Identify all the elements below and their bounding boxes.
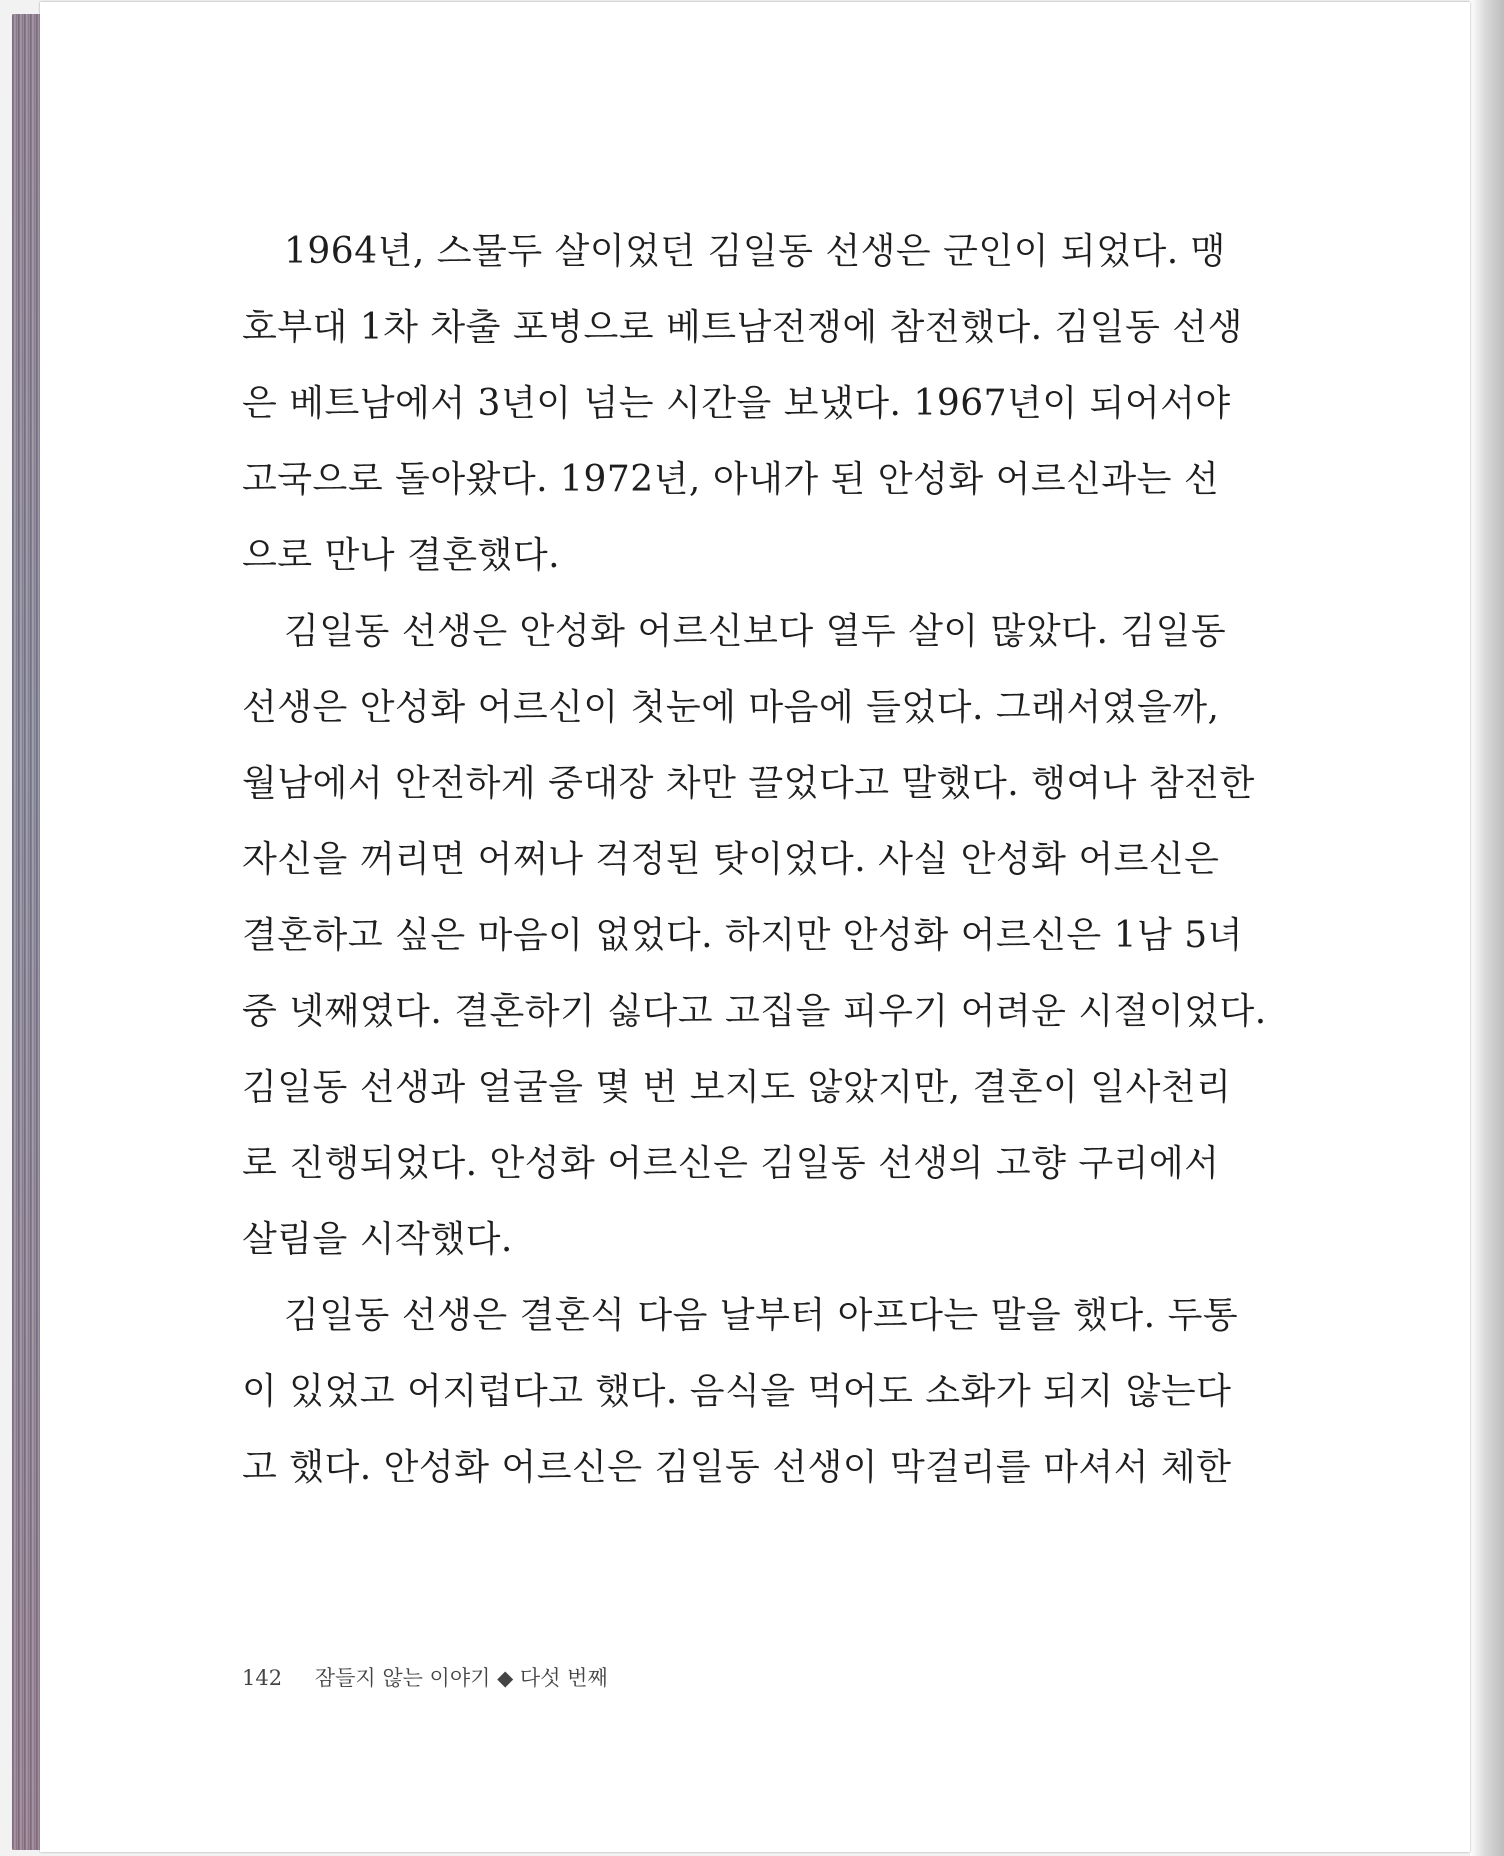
text-line: 선생은 안성화 어르신이 첫눈에 마음에 들었다. 그래서였을까,: [242, 687, 1220, 728]
text-line: 고국으로 돌아왔다. 1972년, 아내가 된 안성화 어르신과는 선: [242, 459, 1220, 500]
text-line: 김일동 선생은 안성화 어르신보다 열두 살이 많았다. 김일동: [284, 611, 1227, 652]
text-line: 자신을 꺼리면 어쩌나 걱정된 탓이었다. 사실 안성화 어르신은: [242, 839, 1220, 880]
page-footer: [242, 1662, 608, 1692]
text-line: 호부대 1차 차출 포병으로 베트남전쟁에 참전했다. 김일동 선생: [242, 307, 1243, 348]
book-page: [40, 2, 1470, 1852]
text-line: 이 있었고 어지럽다고 했다. 음식을 먹어도 소화가 되지 않는다: [242, 1371, 1232, 1412]
text-line: 고 했다. 안성화 어르신은 김일동 선생이 막걸리를 마셔서 체한: [242, 1447, 1232, 1488]
running-title: 잠들지 않는 이야기 ◆ 다섯 번째: [314, 1666, 608, 1690]
text-line: 1964년, 스물두 살이었던 김일동 선생은 군인이 되었다. 맹: [284, 231, 1226, 272]
text-line: 월남에서 안전하게 중대장 차만 끌었다고 말했다. 행여나 참전한: [242, 763, 1255, 804]
text-line: 로 진행되었다. 안성화 어르신은 김일동 선생의 고향 구리에서: [242, 1143, 1220, 1184]
text-line: 김일동 선생은 결혼식 다음 날부터 아프다는 말을 했다. 두통: [284, 1295, 1239, 1336]
text-line: 은 베트남에서 3년이 넘는 시간을 보냈다. 1967년이 되어서야: [242, 383, 1231, 424]
body-text: [242, 224, 1267, 1516]
text-line: 살림을 시작했다.: [242, 1219, 513, 1260]
page-number: 142: [242, 1666, 283, 1690]
text-line: 으로 만나 결혼했다.: [242, 535, 561, 576]
page-shadow: [1470, 0, 1504, 1856]
text-line: 김일동 선생과 얼굴을 몇 번 보지도 않았지만, 결혼이 일사천리: [242, 1067, 1232, 1108]
text-line: 결혼하고 싶은 마음이 없었다. 하지만 안성화 어르신은 1남 5녀: [242, 915, 1243, 956]
text-line: 중 넷째였다. 결혼하기 싫다고 고집을 피우기 어려운 시절이었다.: [242, 991, 1267, 1032]
